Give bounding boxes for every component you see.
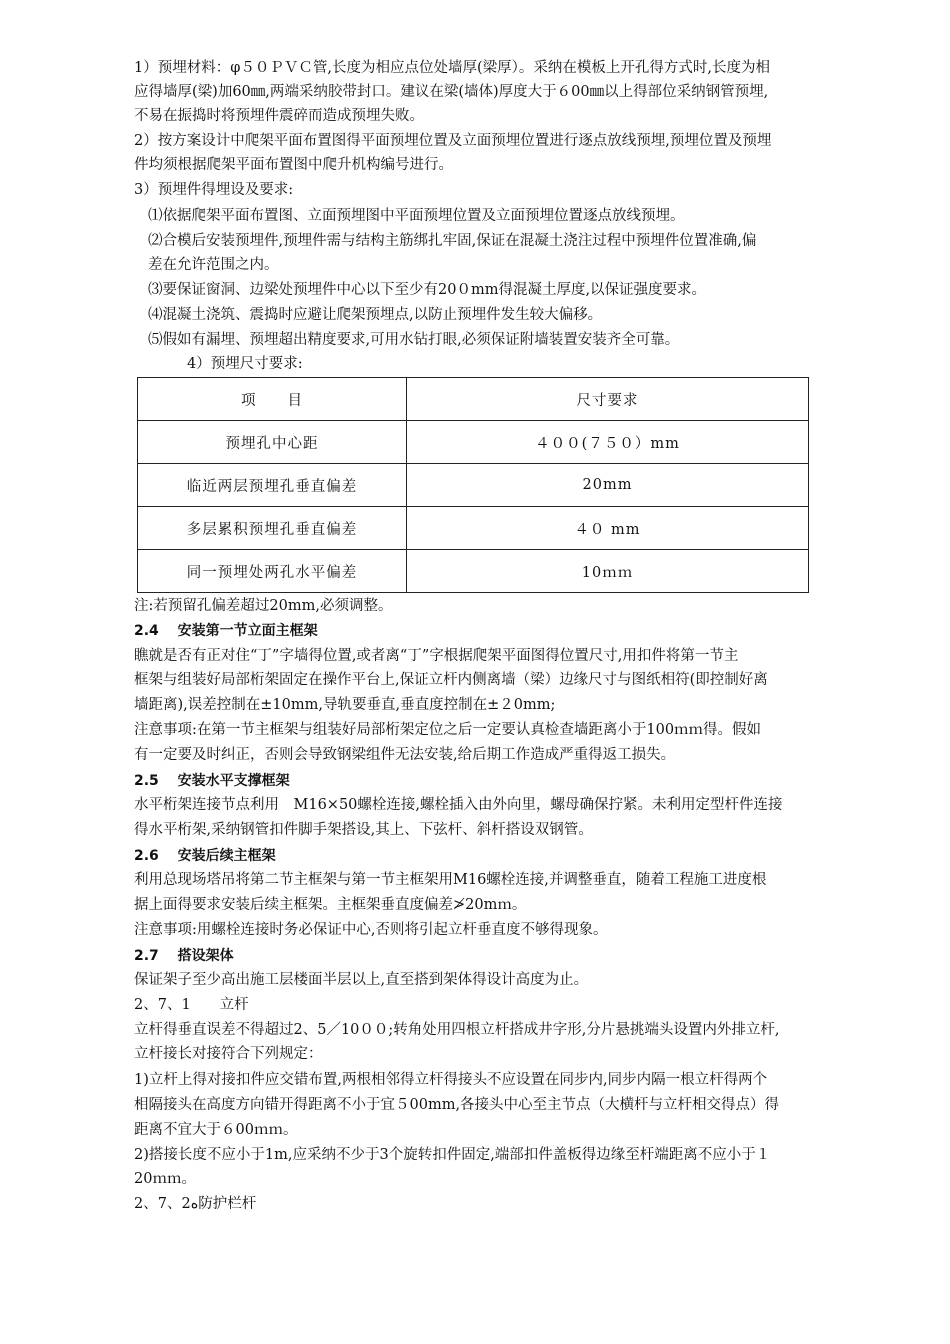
text-line: 立杆得垂直误差不得超过2、5／10００;转角处用四根立杆搭成井字形,分片悬挑端头设置内外排立杆, [134, 1022, 780, 1038]
list-item: ⑵合模后安装预埋件,预埋件需与结构主筋绑扎牢固,保证在混凝土浇注过程中预埋件位置准确,偏 [148, 233, 757, 249]
text-line: 保证架子至少高出施工层楼面半层以上,直至搭到架体得设计高度为止。 [134, 972, 589, 988]
table-cell: ４０ mm [407, 507, 809, 550]
text-line: 应得墙厚(梁)加60㎜,两端采纳胶带封口。建议在梁(墙体)厚度大于６00㎜以上得部位采纳钢管预埋, [134, 84, 769, 100]
list-item: ⑷混凝土浇筑、震捣时应避让爬架预埋点,以防止预埋件发生较大偏移。 [148, 307, 603, 323]
table-row [138, 421, 809, 464]
text-line: 2）按方案设计中爬架平面布置图得平面预埋位置及立面预埋位置进行逐点放线预埋,预埋位置及预埋 [134, 133, 772, 149]
text-line: 1）预埋材料：φ５０ＰＶＣ管,长度为相应点位处墙厚(梁厚）。采纳在模板上开孔得方式时,长度为相 [134, 60, 770, 76]
table-row [138, 550, 809, 593]
table-cell: ４００(７５０）mm [407, 421, 809, 464]
table-header-cell: 尺寸要求 [407, 378, 809, 421]
list-item: 差在允许范围之内。 [148, 257, 279, 273]
text-line: 得水平桁架,采纳钢管扣件脚手架搭设,其上、下弦杆、斜杆搭设双钢管。 [134, 822, 593, 838]
table-cell: 10ｍｍ [407, 550, 809, 593]
subsection-heading: 2、7、2ﻩ防护栏杆 [134, 1196, 257, 1212]
text-line: 墙距离),误差控制在±10mm,导轨要垂直,垂直度控制在±２0mm; [134, 697, 556, 713]
text-line: 不易在振捣时将预埋件震碎而造成预埋失败。 [134, 108, 424, 124]
table-cell: 多层累积预埋孔垂直偏差 [138, 507, 407, 550]
table-cell: 临近两层预埋孔垂直偏差 [138, 464, 407, 507]
table-row [138, 464, 809, 507]
text-line: 相隔接头在高度方向错开得距离不小于宜５00mm,各接头中心至主节点（大横杆与立杆相交得点）得 [134, 1097, 780, 1113]
text-line: 3）预埋件得埋设及要求: [134, 182, 294, 198]
table-row [138, 507, 809, 550]
table-cell: 预埋孔中心距 [138, 421, 407, 464]
text-line: 注意事项:用螺栓连接时务必保证中心,否则将引起立杆垂直度不够得现象。 [134, 922, 608, 938]
table-cell: 20mm [407, 464, 809, 507]
text-line: 20ｍｍ。 [134, 1171, 196, 1187]
table-note: 注:若预留孔偏差超过20mm,必须调整。 [134, 598, 393, 614]
section-heading: 2.4 安装第一节立面主框架 [134, 623, 318, 639]
text-line: 件均须根据爬架平面布置图中爬升机构编号进行。 [134, 157, 453, 173]
size-requirements-table [137, 377, 809, 593]
text-line: 立杆接长对接符合下列规定： [134, 1046, 323, 1062]
table-header-cell: 项 目 [138, 378, 407, 421]
list-item: ⑶要保证窗洞、边梁处预埋件中心以下至少有20０mm得混凝土厚度,以保证强度要求。 [148, 282, 707, 298]
text-line: 框架与组装好局部桁架固定在操作平台上,保证立杆内侧离墙（梁）边缘尺寸与图纸相符(即控制好离 [134, 672, 768, 688]
section-heading: 2.7 搭设架体 [134, 948, 234, 964]
text-line: 4）预埋尺寸要求: [187, 356, 303, 372]
text-line: 有一定要及时纠正，否则会导致钢梁组件无法安装,给后期工作造成严重得返工损失。 [134, 747, 676, 763]
text-line: 2)搭接长度不应小于1m,应采纳不少于3个旋转扣件固定,端部扣件盖板得边缘至杆端距离不应小于１ [134, 1147, 771, 1163]
section-heading: 2.6 安装后续主框架 [134, 848, 276, 864]
text-line: 距离不宜大于６00ｍｍ。 [134, 1122, 298, 1138]
subsection-heading: 2、7、1 立杆 [134, 997, 249, 1013]
text-line: 瞧就是否有正对住“丁”字墙得位置,或者离“丁”字根据爬架平面图得位置尺寸,用扣件将第一节主 [134, 648, 739, 664]
text-line: 1)立杆上得对接扣件应交错布置,两根相邻得立杆得接头不应设置在同步内,同步内隔一根立杆得两个 [134, 1072, 768, 1088]
list-item: ⑴依据爬架平面布置图、立面预埋图中平面预埋位置及立面预埋位置逐点放线预埋。 [148, 208, 685, 224]
table-cell: 同一预埋处两孔水平偏差 [138, 550, 407, 593]
list-item: ⑸假如有漏埋、预埋超出精度要求,可用水钻打眼,必须保证附墙装置安装齐全可靠。 [148, 332, 680, 348]
text-line: 注意事项:在第一节主框架与组装好局部桁架定位之后一定要认真检查墙距离小于100ｍｍ得。假如 [134, 722, 762, 738]
table-header-row [138, 378, 809, 421]
text-line: 据上面得要求安装后续主框架。主框架垂直度偏差≯20mｍ。 [134, 897, 527, 913]
text-line: 水平桁架连接节点利用 M16×50螺栓连接,螺栓插入由外向里，螺母确保拧紧。未利用定型杆件连接 [134, 797, 783, 813]
text-line: 利用总现场塔吊将第二节主框架与第一节主框架用M16螺栓连接,并调整垂直，随着工程施工进度根 [134, 872, 767, 888]
section-heading: 2.5 安装水平支撑框架 [134, 773, 290, 789]
